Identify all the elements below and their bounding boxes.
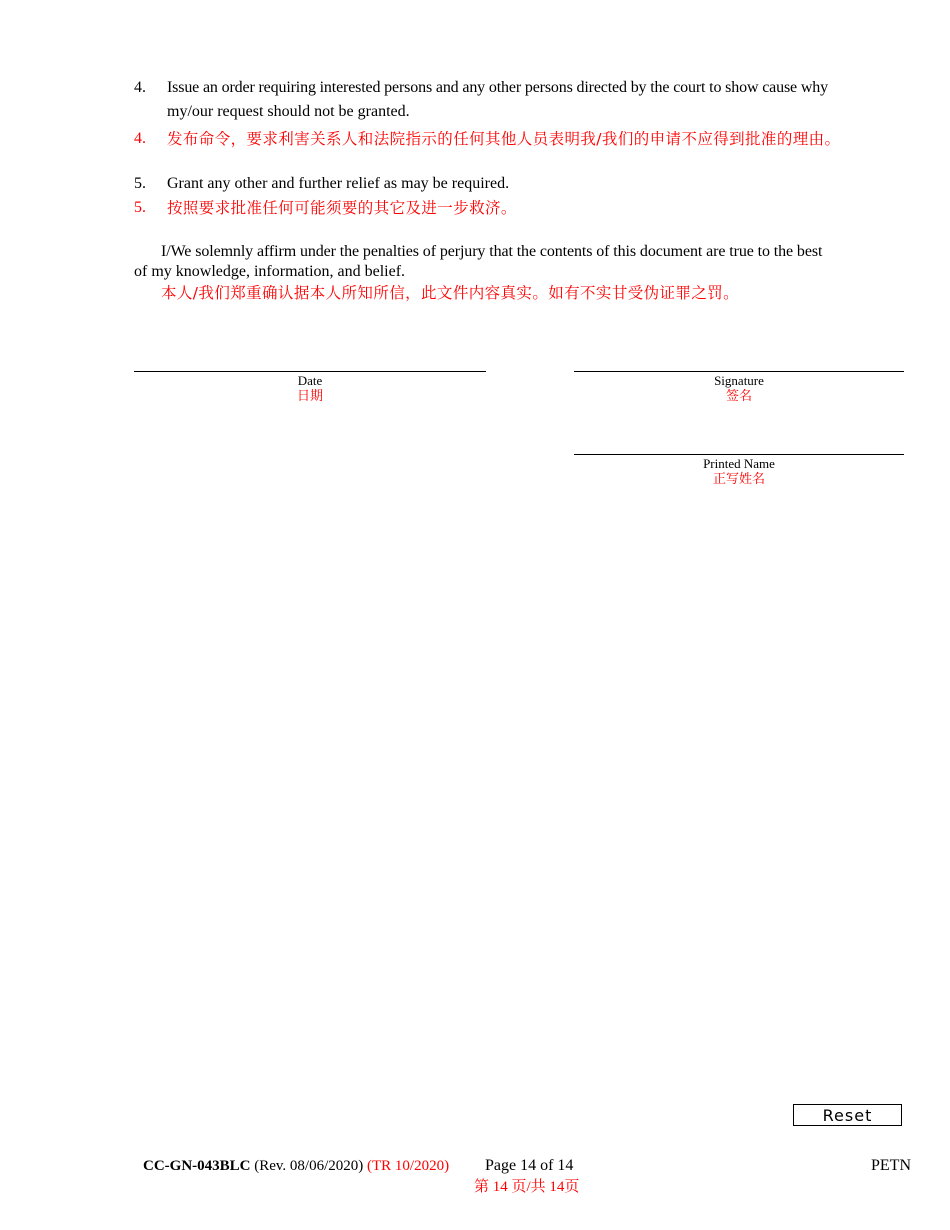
printed-name-label-zh: 正写姓名 <box>712 472 765 487</box>
form-code: PETN <box>871 1157 911 1174</box>
printed-name-label: Printed Name <box>703 456 775 471</box>
item-4-text-line2: my/our request should not be granted. <box>167 103 410 120</box>
item-4-text-line1: Issue an order requiring interested persons and any other persons directed by the court to show cause why <box>167 79 828 96</box>
item-5-text: Grant any other and further relief as may be required. <box>167 175 510 192</box>
printed-name-line[interactable] <box>574 454 904 455</box>
item-4-zh-number: 4. <box>134 130 146 147</box>
form-translation: (TR 10/2020) <box>367 1158 450 1174</box>
reset-button[interactable]: Reset <box>793 1104 902 1126</box>
item-4-zh-text: 发布命令，要求利害关系人和法院指示的任何其他人员表明我/我们的申请不应得到批准的理由。 <box>167 130 841 148</box>
item-5-zh-text: 按照要求批准任何可能须要的其它及进一步救济。 <box>167 199 517 217</box>
page-number: Page 14 of 14 <box>485 1157 574 1174</box>
form-revision: (Rev. 08/06/2020) <box>254 1158 364 1174</box>
affirmation-line1: I/We solemnly affirm under the penalties of perjury that the contents of this document are true to the best <box>161 243 823 260</box>
page-number-zh: 第 14 页/共 14页 <box>474 1179 580 1195</box>
affirmation-zh: 本人/我们郑重确认据本人所知所信，此文件内容真实。如有不实甘受伪证罪之罚。 <box>161 284 740 302</box>
item-5-zh-number: 5. <box>134 199 146 216</box>
date-line[interactable] <box>134 371 486 372</box>
form-id: CC-GN-043BLC <box>143 1158 251 1174</box>
affirmation-line2: of my knowledge, information, and belief. <box>134 263 406 280</box>
item-4-number: 4. <box>134 79 146 96</box>
item-5-number: 5. <box>134 175 146 192</box>
signature-line[interactable] <box>574 371 904 372</box>
signature-label-zh: 签名 <box>725 389 752 404</box>
date-label: Date <box>297 373 323 388</box>
footer-form-info <box>143 1157 449 1175</box>
signature-label: Signature <box>714 373 764 388</box>
date-label-zh: 日期 <box>296 389 323 404</box>
